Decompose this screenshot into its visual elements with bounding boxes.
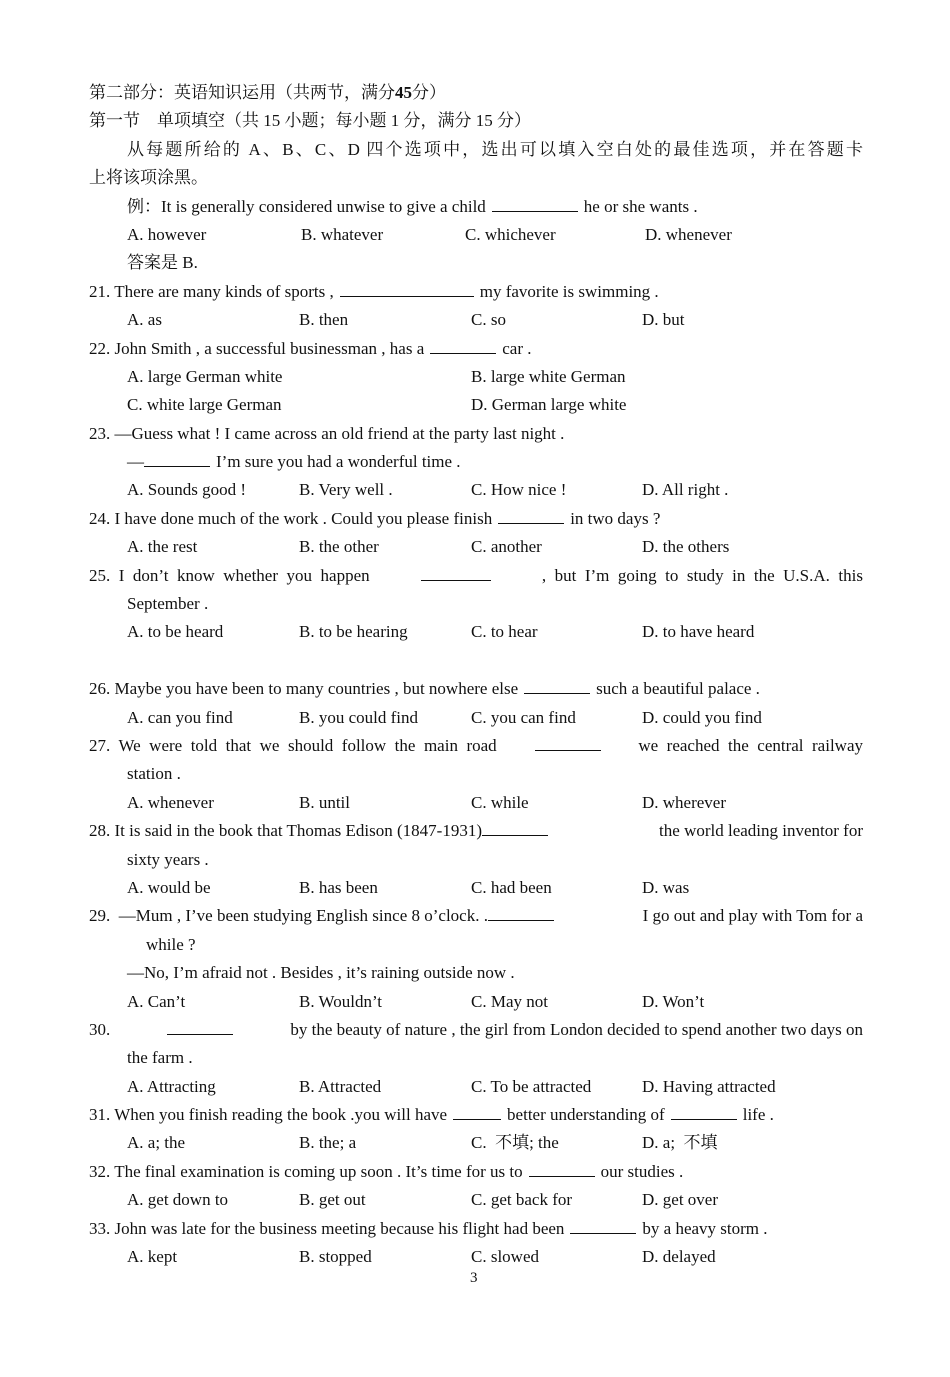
q27-text-a: 27. We were told that we should follow the main road <box>89 735 497 755</box>
question-29-options <box>89 988 863 1016</box>
question-21-stem <box>89 278 863 306</box>
option-d: D. Having attracted <box>642 1076 776 1096</box>
option-b: B. Attracted <box>299 1076 382 1096</box>
example-text-b: he or she wants . <box>583 196 698 216</box>
question-30-options <box>89 1073 863 1101</box>
option-d: D. but <box>642 310 685 330</box>
option-b: B. you could find <box>299 707 418 727</box>
option-a: A. however <box>127 224 207 244</box>
instruction-line-1: 从每题所给的 A、B、C、D 四个选项中，选出可以填入空白处的最佳选项，并在答题卡 <box>127 139 863 159</box>
option-b: B. until <box>299 792 351 812</box>
question-24-options <box>89 533 863 561</box>
question-31-options <box>89 1129 863 1157</box>
answer-blank <box>529 1158 595 1177</box>
question-27-stem <box>89 732 863 760</box>
option-b: B. has been <box>299 877 378 897</box>
option-c: C. white large German <box>127 395 282 415</box>
question-32-options <box>89 1186 863 1214</box>
spacer <box>89 647 863 675</box>
dialog-dash: — <box>127 452 144 472</box>
q24-text-b: in two days ? <box>570 508 661 528</box>
option-d: D. to have heard <box>642 622 755 642</box>
example-answer: 答案是 B. <box>127 253 198 273</box>
question-28-stem <box>89 817 863 845</box>
question-25-stem <box>89 562 863 590</box>
part-title-text: 第二部分：英语知识运用（共两节，满分 <box>89 83 395 102</box>
option-b: B. the other <box>299 537 379 557</box>
instruction-line-2: 上将该项涂黑。 <box>89 168 208 188</box>
part-score: 45 <box>395 83 412 102</box>
answer-blank <box>340 278 474 297</box>
option-d: D. All right . <box>642 480 729 500</box>
option-d: D. whenever <box>645 224 732 244</box>
q30-number: 30. <box>89 1019 111 1039</box>
option-b: B. large white German <box>471 366 626 386</box>
question-22-options-row-1 <box>89 363 863 391</box>
q22-text-a: 22. John Smith , a successful businessman , has a <box>89 338 425 358</box>
question-29-reply: —No, I’m afraid not . Besides , it’s raining outside now . <box>127 963 515 983</box>
q21-text-a: 21. There are many kinds of sports , <box>89 281 334 301</box>
question-28-continued: sixty years . <box>127 849 209 869</box>
q27-text-b: we reached the central railway <box>638 735 863 755</box>
option-b: B. Very well . <box>299 480 393 500</box>
option-c: C. to hear <box>471 622 538 642</box>
answer-blank <box>671 1101 737 1120</box>
q25-text-b: , but I’m going to study in the U.S.A. this <box>541 565 863 585</box>
option-c: C. May not <box>471 991 548 1011</box>
q26-text-b: such a beautiful palace . <box>596 679 760 699</box>
option-a: A. Sounds good ! <box>127 480 247 500</box>
question-25-options <box>89 618 863 646</box>
option-d: D. delayed <box>642 1247 716 1267</box>
q28-left <box>89 817 554 845</box>
option-d: D. wherever <box>642 792 727 812</box>
answer-blank <box>482 817 548 836</box>
option-b: B. the; a <box>299 1133 357 1153</box>
answer-blank <box>488 902 554 921</box>
option-c: C. get back for <box>471 1190 573 1210</box>
example-stem <box>89 193 863 221</box>
question-22-options-row-2 <box>89 391 863 419</box>
question-33-options <box>89 1243 863 1271</box>
option-d: D. could you find <box>642 707 762 727</box>
option-d: D. a; 不填 <box>642 1133 718 1153</box>
option-d: D. get over <box>642 1190 719 1210</box>
question-30-stem <box>89 1016 863 1044</box>
question-23-options <box>89 476 863 504</box>
question-27-options <box>89 789 863 817</box>
answer-blank <box>498 505 564 524</box>
option-c: C. so <box>471 310 506 330</box>
q21-text-b: my favorite is swimming . <box>479 281 659 301</box>
option-a: A. kept <box>127 1247 178 1267</box>
q31-text-a: 31. When you finish reading the book .you will have <box>89 1105 448 1125</box>
option-c: C. 不填; the <box>471 1133 559 1153</box>
page-number: 3 <box>470 1270 478 1286</box>
option-a: A. a; the <box>127 1133 186 1153</box>
option-c: C. while <box>471 792 529 812</box>
question-30-continued: the farm . <box>127 1048 193 1068</box>
answer-blank <box>535 732 601 751</box>
question-24-stem <box>89 505 863 533</box>
option-c: C. How nice ! <box>471 480 567 500</box>
option-a: A. the rest <box>127 537 198 557</box>
part-title <box>89 79 863 107</box>
question-22-stem <box>89 335 863 363</box>
q31-text-b: better understanding of <box>507 1105 665 1125</box>
q26-text-a: 26. Maybe you have been to many countries , but nowhere else <box>89 679 519 699</box>
option-c: C. you can find <box>471 707 576 727</box>
answer-blank <box>430 335 496 354</box>
option-a: A. as <box>127 310 162 330</box>
option-d: D. Won’t <box>642 991 705 1011</box>
answer-blank <box>524 675 590 694</box>
question-28-options <box>89 874 863 902</box>
option-a: A. Can’t <box>127 991 186 1011</box>
option-a: A. large German white <box>127 366 283 386</box>
q33-text-b: by a heavy storm . <box>642 1218 768 1238</box>
question-32-stem <box>89 1158 863 1186</box>
question-33-stem <box>89 1215 863 1243</box>
q29-text-b: I go out and play with Tom for a <box>642 906 863 926</box>
q30-text-b: by the beauty of nature , the girl from London decided to spend another two days on <box>290 1019 863 1039</box>
answer-blank <box>144 448 210 467</box>
q32-text-b: our studies . <box>600 1161 684 1181</box>
option-a: A. Attracting <box>127 1076 216 1096</box>
q22-text-b: car . <box>502 338 532 358</box>
question-21-options <box>89 306 863 334</box>
option-b: B. then <box>299 310 349 330</box>
q29-left <box>89 902 560 930</box>
question-27-continued: station . <box>127 764 181 784</box>
option-a: A. get down to <box>127 1190 229 1210</box>
option-d: D. was <box>642 877 690 897</box>
option-a: A. can you find <box>127 707 233 727</box>
answer-blank <box>421 562 491 581</box>
answer-blank <box>492 193 578 212</box>
option-c: C. To be attracted <box>471 1076 592 1096</box>
q32-text-a: 32. The final examination is coming up soon . It’s time for us to <box>89 1161 523 1181</box>
question-29-continued: while ? <box>146 934 196 954</box>
option-a: A. whenever <box>127 792 214 812</box>
question-23-stem: 23. —Guess what ! I came across an old friend at the party last night . <box>89 423 565 443</box>
q31-text-c: life . <box>742 1105 774 1125</box>
q24-text-a: 24. I have done much of the work . Could you please finish <box>89 508 493 528</box>
answer-blank <box>453 1101 501 1120</box>
part-title-end: 分） <box>412 83 446 102</box>
answer-blank <box>570 1215 636 1234</box>
example-text-a: 例：It is generally considered unwise to give a child <box>127 196 486 216</box>
option-c: C. slowed <box>471 1247 539 1267</box>
option-d: D. the others <box>642 537 730 557</box>
question-29-stem <box>89 902 863 930</box>
question-26-options <box>89 704 863 732</box>
question-31-stem <box>89 1101 863 1129</box>
option-c: C. had been <box>471 877 552 897</box>
question-25-continued: September . <box>127 594 209 614</box>
option-c: C. another <box>471 537 542 557</box>
q28-text-a: 28. It is said in the book that Thomas Edison (1847-1931) <box>89 821 483 841</box>
q28-text-b: the world leading inventor for <box>659 821 863 841</box>
question-26-stem <box>89 675 863 703</box>
option-b: B. whatever <box>301 224 384 244</box>
option-b: B. Wouldn’t <box>299 991 383 1011</box>
answer-blank <box>167 1016 233 1035</box>
option-b: B. stopped <box>299 1247 372 1267</box>
option-d: D. German large white <box>471 395 627 415</box>
q25-text-a: 25. I don’t know whether you happen <box>89 565 370 585</box>
option-b: B. get out <box>299 1190 366 1210</box>
q23-text-b: I’m sure you had a wonderful time . <box>216 452 461 472</box>
question-23-reply <box>89 448 863 476</box>
option-b: B. to be hearing <box>299 622 408 642</box>
option-a: A. would be <box>127 877 211 897</box>
option-c: C. whichever <box>465 224 556 244</box>
q33-text-a: 33. John was late for the business meeting because his flight had been <box>89 1218 565 1238</box>
exam-page <box>89 79 863 1271</box>
q29-text-a: 29. —Mum , I’ve been studying English since 8 o’clock. . <box>89 906 488 926</box>
example-options <box>89 221 863 249</box>
option-a: A. to be heard <box>127 622 224 642</box>
section-title: 第一节 单项填空（共 15 小题；每小题 1 分，满分 15 分） <box>89 111 531 131</box>
